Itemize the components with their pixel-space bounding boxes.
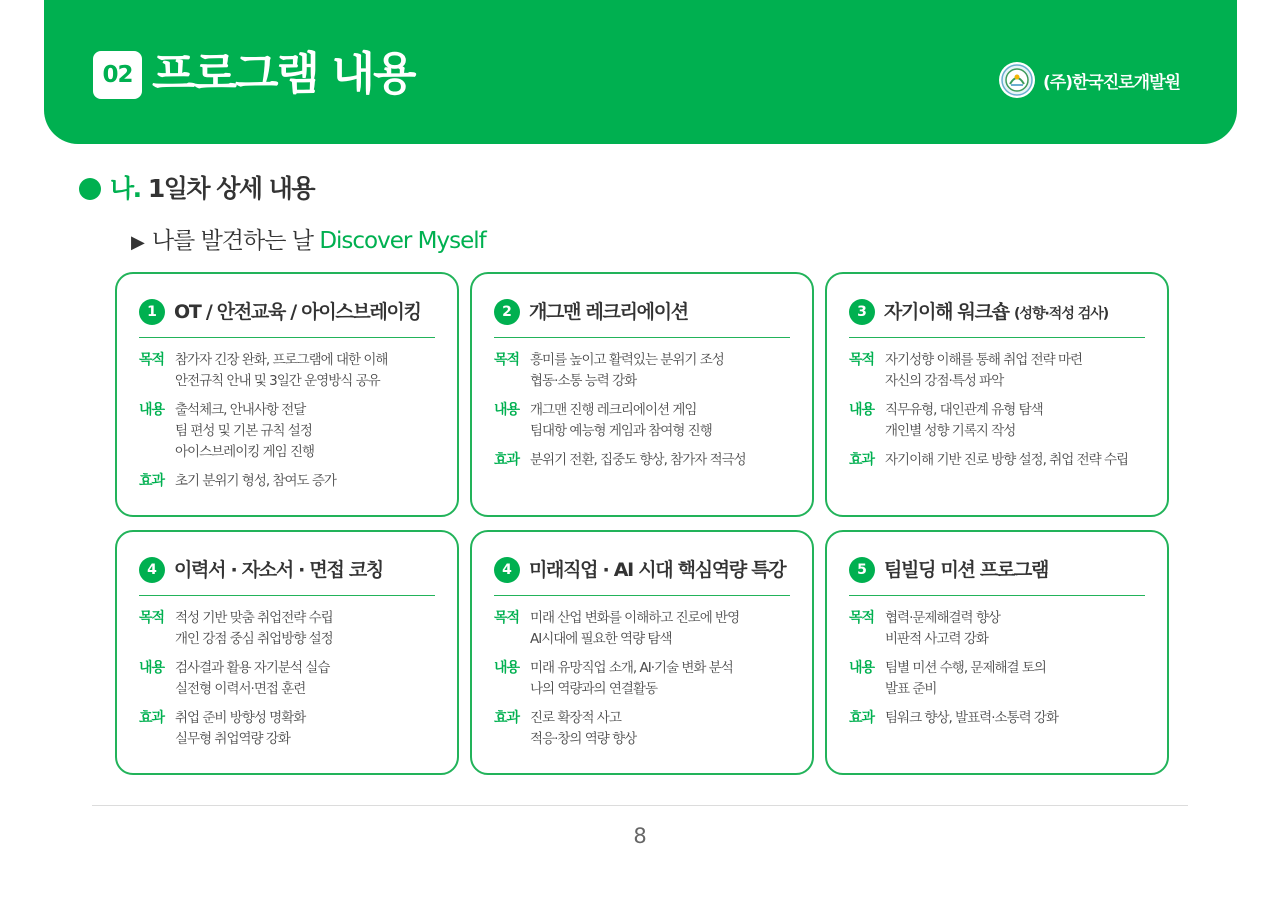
card-title-note: (성향·적성 검사) [1014, 306, 1109, 322]
card-row [139, 708, 443, 750]
row-label: 목적 [849, 610, 875, 626]
row-line: 협력·문제해결력 향상 [885, 610, 1000, 626]
row-label: 내용 [849, 402, 875, 418]
card-number-badge: 4 [494, 557, 520, 583]
card-body [849, 608, 1153, 737]
card-body [139, 350, 443, 500]
row-line: 미래 산업 변화를 이해하고 진로에 반영 [530, 610, 740, 626]
section-prefix: 나. [110, 174, 141, 203]
card-body [494, 608, 798, 758]
row-line: 적성 기반 맞춤 취업전략 수립 [175, 610, 333, 626]
row-line: 개인별 성향 기록지 작성 [885, 423, 1016, 439]
section-title-text: 1일차 상세 내용 [147, 174, 315, 203]
row-content [885, 608, 1000, 650]
card-row [494, 400, 798, 442]
card-title-text: OT / 안전교육 / 아이스브레이킹 [174, 301, 421, 323]
row-content [530, 658, 733, 700]
row-label: 효과 [139, 710, 165, 726]
card-row [849, 658, 1153, 700]
row-line: 아이스브레이킹 게임 진행 [175, 444, 315, 460]
row-label: 내용 [494, 660, 520, 676]
row-line: 안전규칙 안내 및 3일간 운영방식 공유 [175, 373, 380, 389]
card-row [849, 608, 1153, 650]
row-label: 효과 [494, 710, 520, 726]
card-title-text: 이력서 · 자소서 · 면접 코칭 [174, 559, 383, 581]
header-banner [44, 0, 1237, 144]
row-line: 미래 유망직업 소개, AI·기술 변화 분석 [530, 660, 733, 676]
row-line: 협동·소통 능력 강화 [530, 373, 637, 389]
card-number-badge: 2 [494, 299, 520, 325]
row-line: 팀워크 향상, 발표력·소통력 강화 [885, 710, 1058, 726]
card-row [139, 400, 443, 463]
row-content [530, 608, 739, 650]
row-line: 참가자 긴장 완화, 프로그램에 대한 이해 [175, 352, 388, 368]
card-title [529, 296, 688, 328]
card-row [139, 471, 443, 492]
page-title: 프로그램 내용 [152, 47, 415, 100]
row-content [530, 708, 636, 750]
row-label: 효과 [139, 473, 165, 489]
card-header [494, 554, 790, 596]
program-card [470, 272, 814, 517]
row-line: 초기 분위기 형성, 참여도 증가 [175, 473, 336, 489]
row-line: 개인 강점 중심 취업방향 설정 [175, 631, 333, 647]
card-title-text: 자기이해 워크숍 [884, 301, 1009, 323]
card-number-badge: 1 [139, 299, 165, 325]
card-body [849, 350, 1153, 485]
card-header [494, 296, 790, 338]
row-line: 검사결과 활용 자기분석 실습 [175, 660, 330, 676]
row-line: 비판적 사고력 강화 [885, 631, 988, 647]
sub-heading-english: Discover Myself [319, 228, 486, 254]
row-content [175, 658, 329, 700]
row-label: 목적 [139, 352, 165, 368]
card-header [849, 296, 1145, 338]
card-body [139, 608, 443, 758]
card-row [139, 608, 443, 650]
footer-divider [92, 805, 1188, 806]
row-label: 목적 [849, 352, 875, 368]
row-content [885, 450, 1128, 471]
row-label: 내용 [139, 402, 165, 418]
row-label: 목적 [494, 352, 520, 368]
row-line: 직무유형, 대인관계 유형 탐색 [885, 402, 1043, 418]
program-card [470, 530, 814, 775]
card-header [139, 296, 435, 338]
row-content [175, 400, 314, 463]
card-row [139, 658, 443, 700]
row-label: 효과 [849, 452, 875, 468]
card-row [494, 608, 798, 650]
row-line: 자기이해 기반 진로 방향 설정, 취업 전략 수립 [885, 452, 1129, 468]
row-line: AI시대에 필요한 역량 탐색 [530, 631, 672, 647]
sub-heading-text: 나를 발견하는 날 [151, 228, 313, 254]
card-title [884, 296, 1108, 330]
card-title [174, 554, 383, 586]
row-line: 나의 역량과의 연결활동 [530, 681, 657, 697]
card-title [529, 554, 785, 586]
card-row [849, 708, 1153, 729]
row-content [175, 350, 387, 392]
row-content [175, 608, 333, 650]
card-title [884, 554, 1048, 586]
row-label: 목적 [139, 610, 165, 626]
row-label: 내용 [139, 660, 165, 676]
row-content [885, 400, 1043, 442]
row-label: 내용 [849, 660, 875, 676]
row-content [530, 450, 746, 471]
card-number-badge: 5 [849, 557, 875, 583]
org-name: (주)한국진로개발원 [1043, 72, 1180, 93]
row-content [530, 350, 724, 392]
row-label: 효과 [494, 452, 520, 468]
card-row [494, 708, 798, 750]
card-header [849, 554, 1145, 596]
row-label: 목적 [494, 610, 520, 626]
row-label: 효과 [849, 710, 875, 726]
card-row [494, 350, 798, 392]
org-logo [999, 62, 1180, 98]
card-row [849, 350, 1153, 392]
row-line: 팀대항 예능형 게임과 참여형 진행 [530, 423, 712, 439]
row-line: 실전형 이력서·면접 훈련 [175, 681, 306, 697]
card-number-badge: 4 [139, 557, 165, 583]
program-card [115, 272, 459, 517]
section-heading [110, 172, 314, 206]
row-line: 출석체크, 안내사항 전달 [175, 402, 306, 418]
page-number: 8 [633, 824, 647, 848]
card-row [139, 350, 443, 392]
row-line: 취업 준비 방향성 명확화 [175, 710, 306, 726]
card-title-text: 미래직업 · AI 시대 핵심역량 특강 [529, 559, 786, 581]
row-content [175, 708, 305, 750]
green-dot-icon [79, 178, 101, 200]
row-line: 발표 준비 [885, 681, 937, 697]
row-line: 적응·창의 역량 향상 [530, 731, 637, 747]
row-line: 실무형 취업역량 강화 [175, 731, 290, 747]
card-body [494, 350, 798, 485]
row-content [885, 658, 1046, 700]
row-content [175, 471, 336, 492]
sub-heading [131, 224, 486, 260]
row-line: 자신의 강점·특성 파악 [885, 373, 1004, 389]
row-content [885, 350, 1082, 392]
card-header [139, 554, 435, 596]
card-row [494, 450, 798, 471]
card-title [174, 296, 421, 328]
org-emblem-icon [999, 62, 1035, 98]
card-row [494, 658, 798, 700]
section-number-badge: 02 [93, 51, 142, 99]
row-content [885, 708, 1058, 729]
row-content [530, 400, 712, 442]
row-line: 분위기 전환, 집중도 향상, 참가자 적극성 [530, 452, 746, 468]
program-card [115, 530, 459, 775]
row-line: 개그맨 진행 레크리에이션 게임 [530, 402, 697, 418]
program-card [825, 272, 1169, 517]
row-line: 팀별 미션 수행, 문제해결 토의 [885, 660, 1046, 676]
row-label: 내용 [494, 402, 520, 418]
row-line: 흥미를 높이고 활력있는 분위기 조성 [530, 352, 724, 368]
card-title-text: 팀빌딩 미션 프로그램 [884, 559, 1049, 581]
card-number-badge: 3 [849, 299, 875, 325]
card-title-text: 개그맨 레크리에이션 [529, 301, 688, 323]
row-line: 진로 확장적 사고 [530, 710, 621, 726]
program-card [825, 530, 1169, 775]
row-line: 팀 편성 및 기본 규칙 설정 [175, 423, 312, 439]
row-line: 자기성향 이해를 통해 취업 전략 마련 [885, 352, 1083, 368]
card-row [849, 450, 1153, 471]
card-row [849, 400, 1153, 442]
triangle-marker-icon: ▶ [131, 232, 144, 253]
